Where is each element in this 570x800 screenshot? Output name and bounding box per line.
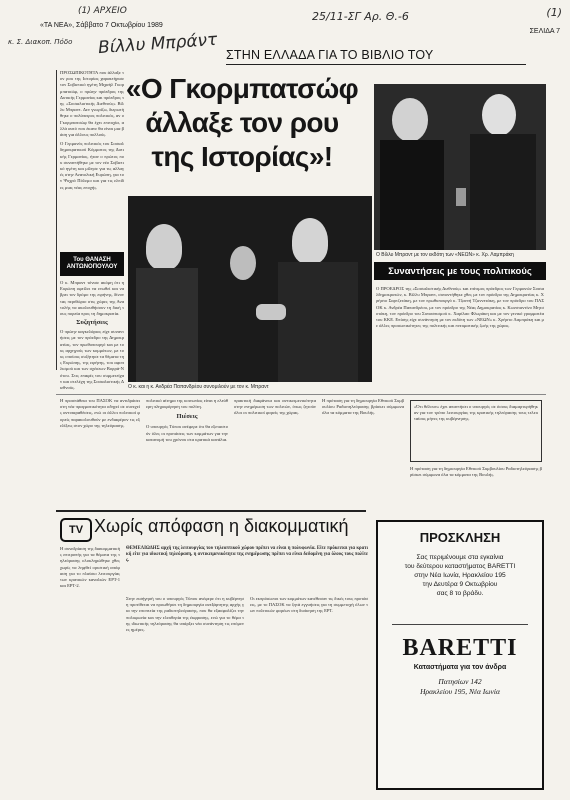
ad-line-2: του δεύτερου καταστήματος BARETTI (404, 563, 516, 570)
headline-line-3: της Ιστορίας»! (151, 141, 333, 172)
lead-paragraph-1: ΠΡΟΣΩΠΙΚΟΤΗΤΑ που άλλαξε τον ρου της Ιστορίας χαρακτήρισε τον Σοβιετικό ηγέτη Μιχαήλ Γκορμπατσώφ, ο πρώην πρόεδρος της Δυτικής Γερμανίας και πρόεδρος της «Σοσιαλιστικής Διεθνούς» Βίλλυ Μπραντ. Δεν γνωρίζω, διερωτήθηκε ο πολύπειρος πολιτικός, αν ο Γκορμπατσώφ θα έχει επιτυχία, αλλά αυτό που έκανε θα είναι μια βάση για άλλους πολλούς. (60, 70, 124, 138)
ad-invitation (378, 553, 542, 598)
ad-tagline: Καταστήματα για τον άνδρα (413, 664, 507, 671)
right-photo-glass (456, 188, 466, 206)
bottom-boxed-text-below: Η πρόταση για τη δημιουργία Εθνικού Συμβουλίου Ραδιοτηλεόρασης βρίσκει σύμφωνα όλα τα κόμματα της Βουλής. (410, 466, 542, 478)
ad-box (376, 520, 544, 790)
right-photo-figure-1 (392, 98, 428, 142)
meetings-body: Ο ΠΡΟΕΔΡΟΣ της «Σοσιαλιστικής Διεθνούς» και επίτιμος πρόεδρος των Γερμανών Σοσιαλδημοκρατών, κ. Βίλλυ Μπραντ, συναντήθηκε χθες με τον πρόεδρο της Δημοκρατίας κ. Χρήστο Σαρτζετάκη, με τον πρωθυπουργό κ. Τζαννή Τζαννετάκη, με τον πρόεδρο του ΠΑΣΟΚ κ. Ανδρέα Παπανδρέου, με τον πρόεδρο της Νέας Δημοκρατίας κ. Κωνσταντίνο Μητσοτάκη, τον πρόεδρο του Συνασπισμού κ. Χαρίλαο Φλωράκη και με τον γενικό γραμματέα του ΚΚΕ. Επίσης είχε συνάντηση με τον εκδότη των «ΝΕΩΝ» κ. Χρήστο Λαμπράκη και με άλλες προσωπικότητες της πολιτικής και πνευματικής ζωής της χώρας. (376, 286, 544, 329)
tv-column-3: Οι εκπρόσωποι των κομμάτων κατέθεσαν τις δικές τους προτάσεις, με το ΠΑΣΟΚ να ζητά εγγυήσεις για τη συμμετοχή όλων των πολιτικών φορέων στη διοίκηση της ΕΡΤ. (250, 596, 368, 614)
ad-brand: BARETTI (402, 635, 518, 661)
meetings-title-box (374, 262, 546, 280)
photo-hands (256, 304, 286, 320)
byline-box (60, 252, 124, 276)
tv-column-2: Στην εισήγησή του ο υπουργός Τύπου ανέφερε ότι η κυβέρνηση προτίθεται να προωθήσει τη δημιουργία ανεξάρτητης αρχής για την εποπτεία της ραδιοτηλεόρασης, που θα εξασφαλίζει την πολυφωνία και την ελευθερία της έκφρασης, ενώ για το θέμα της ιδιωτικής τηλεόρασης θα υπάρξει νέα συνάντηση τις επόμενες ημέρες. (126, 596, 244, 633)
headline-line-2: άλλαξε τον ρου (145, 107, 339, 138)
ad-line-1: Σας περιμένουμε στα εγκαίνια (416, 554, 504, 561)
kicker: ΣΤΗΝ ΕΛΛΑΔΑ ΓΙΑ ΤΟ ΒΙΒΛΙΟ ΤΟΥ (226, 48, 434, 62)
ad-line-5: σας 8 το βράδυ. (436, 590, 484, 597)
tv-intro: ΘΕΜΕΛΙΩΔΗΣ αρχή της λειτουργίας του τηλεοπτικού χώρου πρέπει να είναι η πολυφωνία. Είτε πρόκειται για κρατική είτε για ιδιωτική τηλεόραση, η αντικειμενικότητα της ενημέρωσης πρέπει να είναι δεδομένη για όλους τους πολίτες. (126, 546, 368, 564)
headline-line-1: «Ο Γκορμπατσώφ (125, 73, 359, 104)
main-photo (128, 196, 372, 382)
bottom-boxed-text: «Ότι θέλουν» έχει απαντήσει ο υπουργός σε όσους διαμαρτυρήθηκαν για τον τρόπο λειτουργίας της κρατικής τηλεόρασης τους τελευταίους μήνες της κυβέρνησης. (410, 400, 542, 462)
right-photo-figure-2 (482, 94, 516, 136)
byline-label: Του ΘΑΝΑΣΗ ΑΝΤΩΝΟΠΟΥΛΟΥ (66, 257, 118, 270)
meetings-title: Συναντήσεις με τους πολιτικούς (388, 265, 532, 277)
handwritten-scribble: κ. Σ. Διακοπ. Πόδο (8, 38, 73, 46)
bottom-column-4: Η πρόταση για τη δημιουργία Εθνικού Συμβουλίου Ραδιοτηλεόρασης βρίσκει σύμφωνα όλα τα κόμματα της Βουλής. (322, 398, 404, 416)
lead-column-continued (60, 280, 124, 391)
right-photo-figure-2-body (470, 134, 536, 250)
right-photo (374, 84, 546, 250)
ad-title: ΠΡΟΣΚΛΗΣΗ (419, 530, 501, 545)
ad-address (378, 677, 542, 697)
tv-column-1: Η συνεδρίαση της διακομματικής επιτροπής για τα θέματα της τηλεόρασης ολοκληρώθηκε χθες χωρίς να ληφθεί οριστική απόφαση για το πλαίσιο λειτουργίας των κρατικών καναλιών ΕΡΤ-1 και ΕΡΤ-2. (60, 546, 121, 589)
photo-figure-right (292, 218, 328, 264)
ad-address-line-1: Πατησίων 142 (438, 677, 482, 686)
right-photo-figure-1-body (380, 140, 444, 250)
column-divider (56, 70, 57, 370)
ad-divider (392, 624, 528, 625)
headline (118, 72, 366, 174)
bottom-col2-subhead: Πιέσεις (176, 413, 198, 421)
lead-column (60, 70, 124, 250)
photo-figure-center (230, 246, 256, 280)
bottom-column-2 (146, 398, 228, 502)
bottom-col2-text: πολιτικό αίτημα της κοινωνίας είναι η ελεύθερη πληροφόρηση του πολίτη. (146, 398, 228, 410)
ad-address-line-2: Ηρακλείου 195, Νέα Ιωνία (420, 687, 500, 696)
right-photo-caption: Ο Βίλλυ Μπραντ με τον εκδότη των «ΝΕΩΝ» κ. Χρ. Λαμπράκη (376, 252, 514, 258)
bottom-column-1: Η προσπάθεια του ΠΑΣΟΚ να αντιδράσει στη νέα πραγματικότητα οδηγεί σε συνεχείς αντιπαραθέσεις, ενώ οι άλλοι πολιτικοί φορείς παρακολουθούν με ενδιαφέρον τις εξελίξεις στον χώρο της τηλεόρασης. (60, 398, 140, 428)
ad-line-3: στην Νέα Ιωνία, Ηρακλείου 195 (414, 572, 506, 579)
photo-figure-left-body (136, 268, 198, 382)
photo-figure-left (146, 224, 182, 270)
tv-section-rule-top (56, 510, 366, 512)
bottom-column-3: πρακτική διαφάνεια και αντικειμενικότητα στην ενημέρωση των πολιτών, όπως ζητούν όλοι οι πολιτικοί φορείς της χώρας. (234, 398, 316, 416)
photo-figure-right-body (278, 262, 358, 382)
handwritten-archive-note: (1) ΑΡΧΕΙΟ (78, 6, 127, 16)
tv-headline: Χωρίς απόφαση η διακομματική (94, 516, 349, 536)
section-rule (56, 394, 546, 395)
main-photo-caption: Ο κ. και η κ. Ανδρέα Παπανδρέου συνομιλούν με τον κ. Μπραντ (128, 384, 269, 390)
handwritten-ref-note: 25/11-ΣΓ Αρ. Θ.-6 (312, 10, 409, 23)
col2-paragraph: Ο κ. Μπραντ τόνισε ακόμη ότι η Ευρώπη οφείλει να ενωθεί και να βρει τον δρόμο της ειρήνης, δίνοντας περιθώριο στις χώρες της Ανατολής να ακολουθήσουν τη δική τους πορεία προς τη δημοκρατία. (60, 280, 124, 317)
col2-paragraph-2: Ο πρώην καγκελάριος είχε συναντήσεις με τον πρόεδρο της Δημοκρατίας, τον πρωθυπουργό και με τους αρχηγούς των κομμάτων, με τους οποίους συζήτησε τα θέματα της Ευρώπης, της ειρήνης, του αφοπλισμού και των σχέσεων Βορρά-Νότου. Στις επαφές του συμμετείχαν και στελέχη της Σοσιαλιστικής Διεθνούς. (60, 329, 124, 391)
col2-subhead: Συζητήσεις (76, 319, 108, 327)
page-number: ΣΕΛΙΔΑ 7 (529, 28, 560, 35)
handwritten-circle-number: (1) (546, 6, 562, 19)
tv-logo (60, 518, 92, 542)
lead-paragraph-2: Ο Γερμανός πολιτικός του Σοσιαλδημοκρατικού Κόμματος της Δυτικής Γερμανίας, ήταν ο πρώτος που συναντήθηκε με τον νέο Σοβιετικό ηγέτη και μίλησε για τις αλλαγές στην Ανατολική Ευρώπη, για τον Ψυχρό Πόλεμο και για τις ελπίδες μιας νέας εποχής. (60, 141, 124, 190)
kicker-rule (226, 64, 526, 65)
bottom-col2-text-2: Ο υπουργός Τύπου ανέφερε ότι θα εξεταστούν όλες οι προτάσεις των κομμάτων για την κατανομή του χρόνου στα κρατικά κανάλια. (146, 424, 228, 442)
tv-logo-label: TV (68, 524, 84, 536)
ad-line-4: την Δευτέρα 9 Οκτωβρίου (422, 581, 498, 588)
masthead: «ΤΑ ΝΕΑ», Σάββατο 7 Οκτωβρίου 1989 (40, 22, 163, 29)
handwritten-brand-title: Βίλλυ Μπράντ (97, 29, 218, 59)
